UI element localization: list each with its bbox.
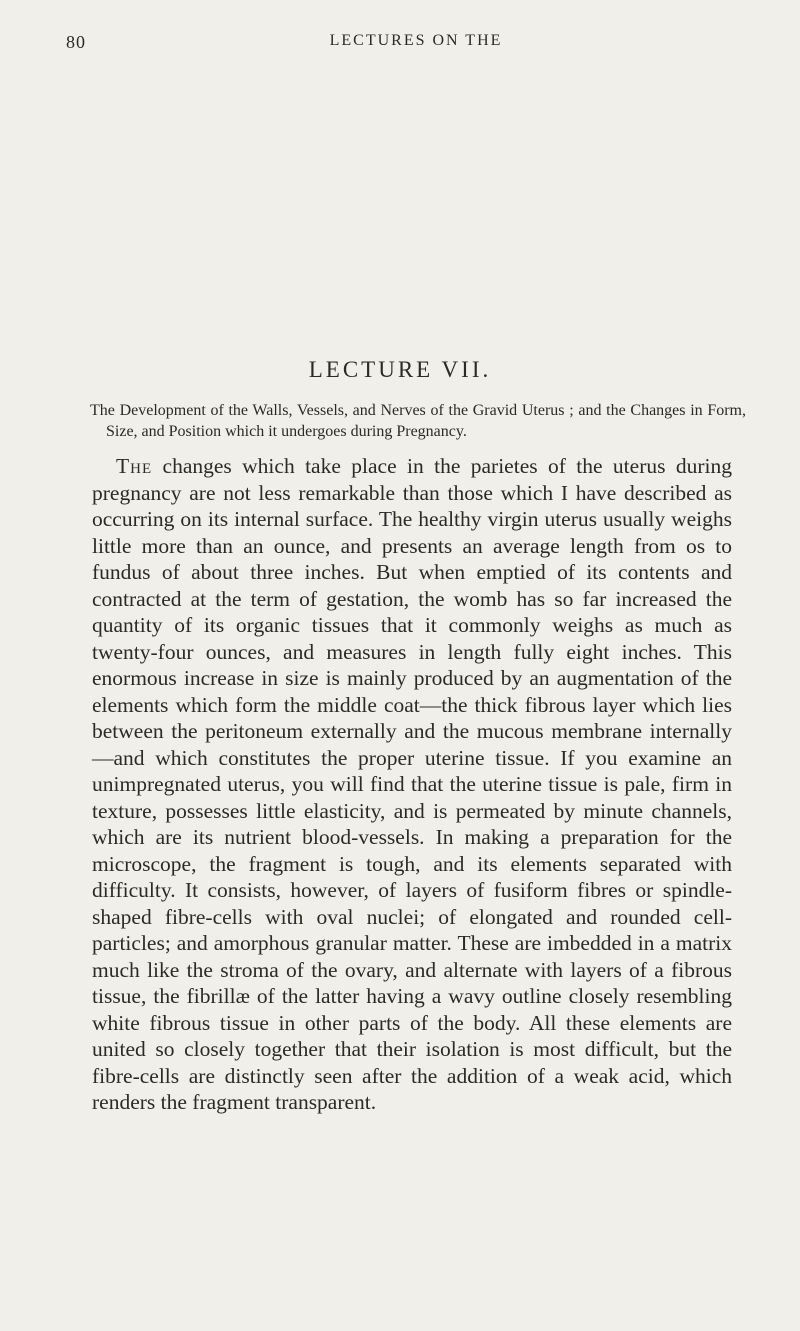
page-number: 80 — [66, 32, 86, 52]
running-title: LECTURES ON THE — [329, 32, 503, 49]
lecture-heading: LECTURE VII. — [308, 357, 492, 382]
body-paragraph — [92, 453, 732, 1116]
lecture-subtitle: The Development of the Walls, Vessels, and Nerves of the Gravid Uterus ; and the Changes in Form, Size, and Position which it undergoes during Pregnancy. — [90, 402, 746, 440]
running-head — [66, 32, 766, 56]
first-word: The — [116, 454, 153, 478]
body-text: changes which take place in the parietes of the uterus during pregnancy are not less remarkable than those which I have described as occurring on its internal surface. The healthy virgin uterus usually weighs little more than an ounce, and presents an average length from os to fundus of about three inches. But when emptied of its contents and contracted at the term of gestation, the womb has so far increased the quantity of its organic tissues that it commonly weighs as much as twenty-four ounces, and measures in length fully eight inches. This enormous increase in size is mainly produced by an augmentation of the elements which form the middle coat—the thick fibrous layer which lies between the peritoneum externally and the mucous membrane internally—and which constitutes the proper uterine tissue. If you examine an unimpregnated uterus, you will find that the uterine tissue is pale, firm in texture, possesses little elasticity, and is permeated by minute channels, which are its nutrient blood-vessels. In making a preparation for the microscope, the fragment is tough, and its elements separated with difficulty. It consists, however, of layers of fusiform fibres or spindle-shaped fibre-cells with oval nuclei; of elongated and rounded cell-particles; and amorphous granular matter. These are imbedded in a matrix much like the stroma of the ovary, and alternate with layers of a fibrous tissue, the fibrillæ of the latter having a wavy outline closely resembling white fibrous tissue in other parts of the body. All these elements are united so closely together that their isolation is most difficult, but the fibre-cells are distinctly seen after the addition of a weak acid, which renders the fragment transparent. — [92, 454, 732, 1114]
